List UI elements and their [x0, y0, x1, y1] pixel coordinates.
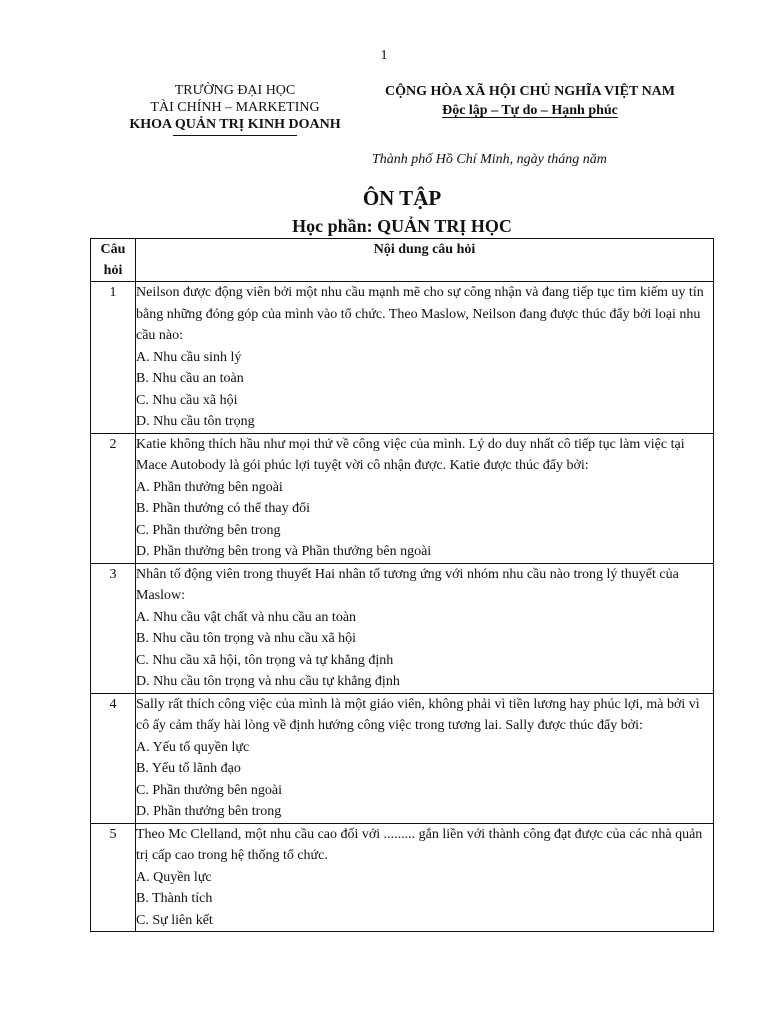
- school-name-line2: TÀI CHÍNH – MARKETING: [150, 100, 320, 115]
- column-header-number-line2: hỏi: [103, 263, 123, 278]
- question-stem: Neilson được động viên bởi một nhu cầu mạnh mẽ cho sự công nhận và đang tiếp tục tìm kiếm uy tín bằng những đóng góp của mình vào tổ chức. Theo Maslow, Neilson đang được thúc đẩy bởi loại nhu cầu nào:: [136, 285, 704, 343]
- question-content: [136, 693, 714, 823]
- answer-option: A. Nhu cầu vật chất và nhu cầu an toàn: [136, 609, 357, 625]
- question-number: 2: [91, 433, 136, 563]
- table-row: [91, 693, 714, 823]
- column-header-number-line1: Câu: [100, 242, 126, 257]
- answer-option: B. Nhu cầu an toàn: [136, 371, 244, 386]
- header-divider: [173, 135, 297, 136]
- answer-option: D. Nhu cầu tôn trọng và nhu cầu tự khẳng định: [136, 674, 400, 689]
- question-number: 5: [91, 823, 136, 932]
- question-stem: Sally rất thích công việc của mình là một giáo viên, không phải vì tiền lương hay phúc lợi, mà bởi vì cô ấy cảm thấy hài lòng về định hướng công việc trong tương lai. Sally được thúc đẩy bởi:: [136, 696, 700, 733]
- answer-option: A. Quyền lực: [136, 869, 212, 885]
- question-number: 3: [91, 563, 136, 693]
- table-row: [91, 282, 714, 434]
- question-stem: Theo Mc Clelland, một nhu cầu cao đối với ......... gắn liền với thành công đạt được của các nhà quản trị cấp cao trong hệ thống tổ chức.: [136, 826, 703, 863]
- column-header-number: [91, 239, 136, 282]
- table-header-row: [91, 239, 714, 282]
- answer-option: C. Nhu cầu xã hội: [136, 392, 238, 408]
- national-motto: Độc lập – Tự do – Hạnh phúc: [442, 103, 618, 118]
- answer-option: B. Phần thưởng có thể thay đổi: [136, 501, 311, 516]
- answer-option: D. Phần thưởng bên trong: [136, 804, 282, 819]
- question-stem: Katie không thích hầu như mọi thứ về công việc của mình. Lý do duy nhất cô tiếp tục làm việc tại Mace Autobody là gói phúc lợi tuyệt vời cô nhận được. Katie được thúc đẩy bởi:: [136, 436, 685, 473]
- table-row: [91, 563, 714, 693]
- question-content: [136, 433, 714, 563]
- table-row: [91, 433, 714, 563]
- answer-option: C. Sự liên kết: [136, 912, 213, 928]
- faculty-name: KHOA QUẢN TRỊ KINH DOANH: [129, 117, 341, 132]
- school-header: [110, 82, 360, 136]
- column-header-content: Nội dung câu hỏi: [136, 239, 714, 282]
- answer-option: A. Nhu cầu sinh lý: [136, 349, 242, 365]
- question-content: [136, 282, 714, 434]
- answer-option: D. Phần thưởng bên trong và Phần thưởng bên ngoài: [136, 544, 432, 559]
- document-subtitle: Học phần: QUẢN TRỊ HỌC: [292, 216, 512, 236]
- answer-option: D. Nhu cầu tôn trọng: [136, 414, 255, 429]
- answer-option: A. Phần thưởng bên ngoài: [136, 479, 283, 495]
- answer-option: C. Phần thưởng bên ngoài: [136, 782, 283, 798]
- school-name-line1: TRƯỜNG ĐẠI HỌC: [174, 83, 296, 98]
- question-content: [136, 823, 714, 932]
- date-line: Thành phố Hồ Chí Minh, ngày tháng năm: [372, 152, 607, 167]
- document-title: ÔN TẬP: [362, 186, 442, 210]
- answer-option: C. Phần thưởng bên trong: [136, 522, 281, 538]
- answer-option: B. Yếu tố lãnh đạo: [136, 761, 241, 776]
- country-name: CỘNG HÒA XÃ HỘI CHỦ NGHĨA VIỆT NAM: [384, 84, 675, 99]
- answer-option: B. Nhu cầu tôn trọng và nhu cầu xã hội: [136, 631, 357, 646]
- national-header: [360, 82, 700, 120]
- question-rows: [91, 282, 714, 932]
- answer-option: B. Thành tích: [136, 891, 213, 906]
- answer-option: C. Nhu cầu xã hội, tôn trọng và tự khẳng định: [136, 652, 394, 668]
- question-number: 1: [91, 282, 136, 434]
- question-stem: Nhân tố động viên trong thuyết Hai nhân tố tương ứng với nhóm nhu cầu nào trong lý thuyết của Maslow:: [136, 566, 679, 603]
- question-number: 4: [91, 693, 136, 823]
- question-table: [90, 238, 714, 932]
- question-content: [136, 563, 714, 693]
- page-number: 1: [380, 48, 388, 63]
- answer-option: A. Yếu tố quyền lực: [136, 739, 250, 755]
- table-row: [91, 823, 714, 932]
